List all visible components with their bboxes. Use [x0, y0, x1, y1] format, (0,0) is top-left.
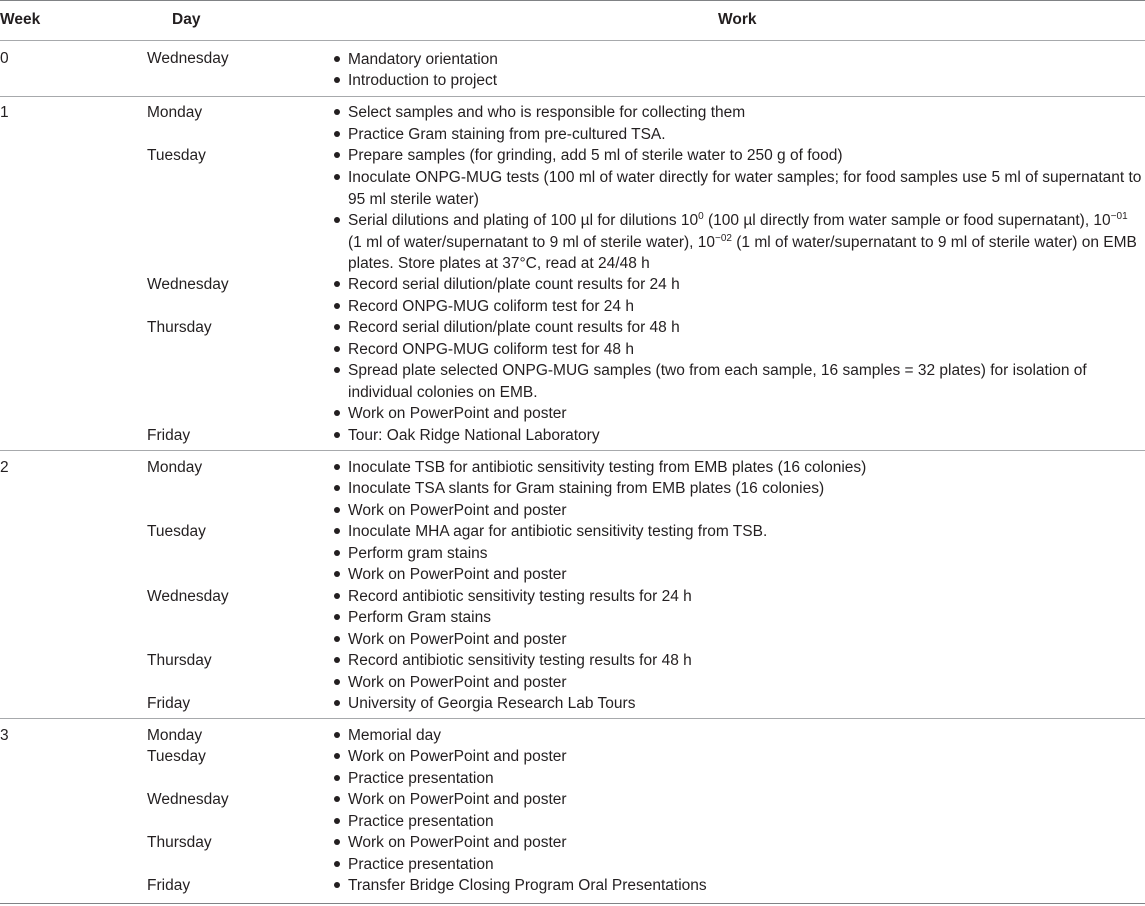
work-item: Spread plate selected ONPG-MUG samples (two from each sample, 16 samples = 32 plates) for isolation of individual colonies on EMB. [348, 362, 1087, 401]
bullet-icon [332, 403, 342, 413]
work-item: Work on PowerPoint and poster [348, 791, 567, 808]
day-cell: Monday [147, 459, 203, 476]
bullet-icon [332, 875, 342, 885]
work-item: Tour: Oak Ridge National Laboratory [348, 427, 600, 444]
week-separator [0, 450, 1145, 451]
day-cell: Monday [147, 727, 203, 744]
work-item: Work on PowerPoint and poster [348, 502, 567, 519]
header-day: Day [172, 11, 201, 28]
header-week: Week [0, 11, 41, 28]
day-cell: Friday [147, 427, 191, 444]
work-item: Inoculate MHA agar for antibiotic sensitivity testing from TSB. [348, 523, 768, 540]
work-item: Work on PowerPoint and poster [348, 405, 567, 422]
bullet-icon [332, 145, 342, 155]
week-cell: 1 [0, 104, 9, 121]
bullet-icon [332, 768, 342, 778]
bullet-icon [332, 210, 342, 220]
work-item: Practice presentation [348, 856, 494, 873]
work-item: Work on PowerPoint and poster [348, 834, 567, 851]
bullet-icon [332, 102, 342, 112]
work-item: University of Georgia Research Lab Tours [348, 695, 636, 712]
bullet-icon [332, 693, 342, 703]
work-item: Work on PowerPoint and poster [348, 674, 567, 691]
bullet-icon [332, 425, 342, 435]
bullet-icon [332, 811, 342, 821]
work-item: Work on PowerPoint and poster [348, 748, 567, 765]
bullet-icon [332, 746, 342, 756]
work-item: Select samples and who is responsible for collecting them [348, 104, 746, 121]
bullet-icon [332, 672, 342, 682]
bullet-icon [332, 500, 342, 510]
bullet-icon [332, 274, 342, 284]
day-cell: Wednesday [147, 50, 229, 67]
day-cell: Wednesday [147, 276, 229, 293]
work-item: Record ONPG-MUG coliform test for 24 h [348, 298, 634, 315]
work-item: Practice presentation [348, 770, 494, 787]
work-item: Serial dilutions and plating of 100 µl for dilutions $10^0$ (100 µl directly from water sample or food supernatant), $10^{-01}$ (1 ml of water/supernatant to 9 ml of sterile water), $10^{-02}$ (1 ml of water/supernatant to 9 ml of sterile water) on EMB plates. Store plates at 37°C, read at 24/48 h [348, 210, 1137, 272]
work-item: Memorial day [348, 727, 442, 744]
header-work: Work [718, 11, 757, 28]
day-cell: Thursday [147, 652, 212, 669]
bullet-icon [332, 317, 342, 327]
bullet-icon [332, 70, 342, 80]
bullet-icon [332, 607, 342, 617]
work-item: Inoculate TSB for antibiotic sensitivity testing from EMB plates (16 colonies) [348, 459, 867, 476]
bullet-icon [332, 543, 342, 553]
work-item: Inoculate TSA slants for Gram staining from EMB plates (16 colonies) [348, 480, 825, 497]
bullet-icon [332, 586, 342, 596]
day-cell: Friday [147, 695, 191, 712]
bullet-icon [332, 832, 342, 842]
day-cell: Tuesday [147, 748, 206, 765]
week-separator [0, 718, 1145, 719]
bullet-icon [332, 478, 342, 488]
work-item: Work on PowerPoint and poster [348, 631, 567, 648]
day-cell: Thursday [147, 319, 212, 336]
bullet-icon [332, 629, 342, 639]
work-item: Record serial dilution/plate count results for 48 h [348, 319, 680, 336]
work-item: Record antibiotic sensitivity testing results for 48 h [348, 652, 692, 669]
work-item: Record ONPG-MUG coliform test for 48 h [348, 341, 634, 358]
week-cell: 3 [0, 727, 9, 744]
table-bottom-rule [0, 903, 1145, 904]
day-cell: Wednesday [147, 588, 229, 605]
day-cell: Wednesday [147, 791, 229, 808]
week-cell: 2 [0, 459, 9, 476]
bullet-icon [332, 650, 342, 660]
work-item: Inoculate ONPG-MUG tests (100 ml of water directly for water samples; for food samples use 5 ml of supernatant to 95 ml sterile water) [348, 169, 1142, 208]
bullet-icon [332, 789, 342, 799]
bullet-icon [332, 360, 342, 370]
bullet-icon [332, 296, 342, 306]
work-item: Record antibiotic sensitivity testing results for 24 h [348, 588, 692, 605]
work-item: Perform gram stains [348, 545, 488, 562]
table-top-rule [0, 0, 1145, 1]
bullet-icon [332, 564, 342, 574]
work-item: Introduction to project [348, 72, 498, 89]
bullet-icon [332, 725, 342, 735]
bullet-icon [332, 854, 342, 864]
day-cell: Monday [147, 104, 203, 121]
work-item: Prepare samples (for grinding, add 5 ml of sterile water to 250 g of food) [348, 147, 843, 164]
work-item: Transfer Bridge Closing Program Oral Presentations [348, 877, 707, 894]
work-item: Mandatory orientation [348, 51, 498, 68]
bullet-icon [332, 167, 342, 177]
work-item: Practice Gram staining from pre-cultured TSA. [348, 126, 666, 143]
header-rule [0, 40, 1145, 41]
work-item: Practice presentation [348, 813, 494, 830]
day-cell: Tuesday [147, 523, 206, 540]
bullet-icon [332, 49, 342, 59]
day-cell: Tuesday [147, 147, 206, 164]
bullet-icon [332, 124, 342, 134]
day-cell: Friday [147, 877, 191, 894]
day-cell: Thursday [147, 834, 212, 851]
work-item: Work on PowerPoint and poster [348, 566, 567, 583]
week-separator [0, 96, 1145, 97]
work-item: Perform Gram stains [348, 609, 491, 626]
bullet-icon [332, 339, 342, 349]
bullet-icon [332, 521, 342, 531]
week-cell: 0 [0, 50, 9, 67]
bullet-icon [332, 457, 342, 467]
work-item: Record serial dilution/plate count results for 24 h [348, 276, 680, 293]
